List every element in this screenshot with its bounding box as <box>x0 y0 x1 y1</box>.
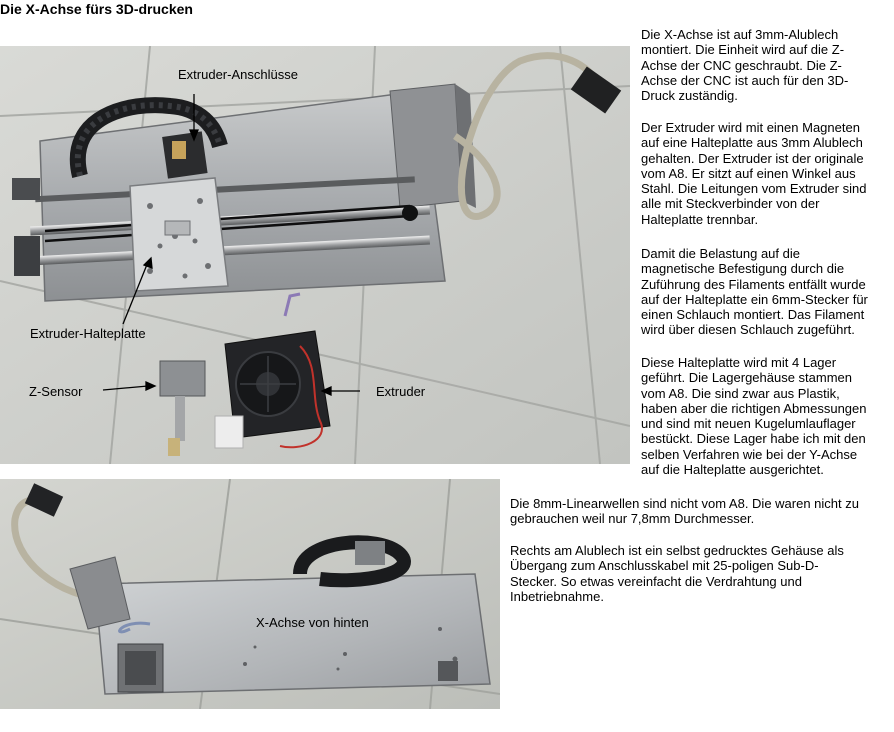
label-x-axis-back: X-Achse von hinten <box>256 615 369 630</box>
page-title: Die X-Achse fürs 3D-drucken <box>0 1 193 17</box>
label-extruder: Extruder <box>376 384 426 399</box>
paragraph-filament-feed: Damit die Belastung auf die magnetische Befestigung durch die Zuführung des Filaments entfällt wurde auf der Halteplatte ein 6mm-Stecker für einen Schlauch montiert. Das Filament wird über diesen Schlauch zugeführt. <box>641 246 868 338</box>
photo-x-axis-back-illustration <box>0 479 500 709</box>
photo-x-axis-front-illustration <box>0 46 630 464</box>
paragraph-mounting: Die X-Achse ist auf 3mm-Alublech montiert. Die Einheit wird auf die Z- Achse der CNC geschraubt. Die Z- Achse der CNC ist auch für den 3D- Druck zuständig. <box>641 27 849 104</box>
label-extruder-connections: Extruder-Anschlüsse <box>178 67 298 82</box>
paragraph-linear-shafts: Die 8mm-Linearwellen sind nicht vom A8. Die waren nicht zu gebrauchen weil nur 7,8mm Durchmesser. <box>510 496 859 527</box>
paragraph-extruder-magnet: Der Extruder wird mit einen Magneten auf eine Halteplatte aus 3mm Alublech gehalten. Der Extruder ist der originale vom A8. Er sitzt auf einen Winkel aus Stahl. Die Leitungen vom Extruder sind alle mit Steckverbinder von der Halteplatte trennbar. <box>641 120 867 227</box>
photo-x-axis-back <box>0 479 500 709</box>
photo-x-axis-front <box>0 46 630 464</box>
label-z-sensor: Z-Sensor <box>29 384 83 399</box>
label-extruder-plate: Extruder-Halteplatte <box>30 326 146 341</box>
paragraph-housing-connector: Rechts am Alublech ist ein selbst gedrucktes Gehäuse als Übergang zum Anschlusskabel mit 25-poligen Sub-D- Stecker. So etwas vereinfacht die Verdrahtung und Inbetriebnahme. <box>510 543 844 604</box>
paragraph-bearings: Diese Halteplatte wird mit 4 Lager geführt. Die Lagergehäuse stammen vom A8. Die sind zwar aus Plastik, haben aber die richtigen Abmessungen und sind mit neuen Kugelumlauflager bestückt. Diese Lager habe ich mit den selben Verfahren wie bei der Y-Achse auf die Halteplatte ausgerichtet. <box>641 355 867 478</box>
